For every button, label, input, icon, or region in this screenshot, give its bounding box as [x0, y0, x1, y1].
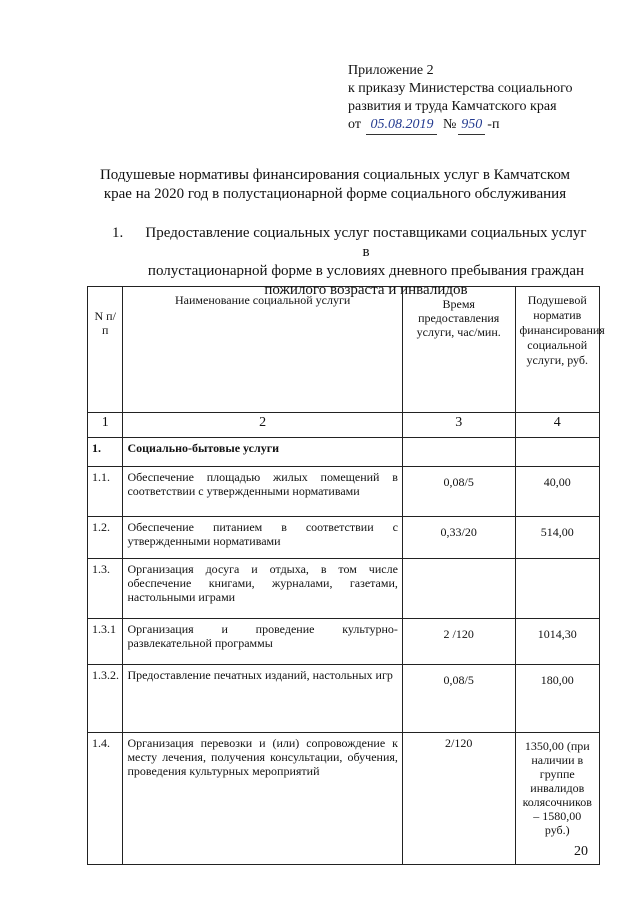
table-row	[88, 517, 600, 559]
section-number: 1.	[112, 225, 124, 241]
row-cost: 180,00	[515, 665, 599, 733]
row-num: 1.2.	[88, 517, 123, 559]
row-cost	[515, 559, 599, 619]
row-time: 2/120	[402, 733, 515, 865]
table-section-row	[88, 438, 600, 467]
from-label: от	[348, 117, 361, 132]
header-service-name: Наименование социальной услуги	[123, 287, 402, 413]
row-num: 1.1.	[88, 467, 123, 517]
row-name: Социально-бытовые услуги	[123, 438, 402, 467]
table-row	[88, 467, 600, 517]
row-num: 1.	[88, 438, 123, 467]
table-row	[88, 559, 600, 619]
page-number: 20	[574, 844, 588, 859]
title-line-1: Подушевые нормативы финансирования социальных услуг в Камчатском	[99, 167, 571, 183]
appendix-line-2: к приказу Министерства социального	[348, 81, 573, 96]
column-number: 1	[88, 413, 123, 438]
row-time: 0,08/5	[402, 467, 515, 517]
header-num: N п/п	[88, 287, 123, 413]
table-row	[88, 619, 600, 665]
title-line-2: крае на 2020 год в полустационарной форме социального обслуживания	[103, 186, 567, 202]
row-time: 0,08/5	[402, 665, 515, 733]
table-header-row	[88, 287, 600, 413]
row-cost: 1350,00 (при наличии в группе инвалидов колясочников – 1580,00 руб.)	[515, 733, 599, 865]
row-name: Обеспечение питанием в соответствии с утвержденными нормативами	[123, 517, 402, 559]
column-numbers-row	[88, 413, 600, 438]
section-line-1: Предоставление социальных услуг поставщиками социальных услуг в	[145, 225, 587, 260]
row-time: 0,33/20	[402, 517, 515, 559]
header-cost: Подушевой норматив финансирования социальной услуги, руб.	[515, 287, 599, 413]
appendix-header	[348, 62, 618, 135]
row-time	[402, 559, 515, 619]
number-suffix: -п	[487, 117, 500, 132]
section-line-2: полустационарной форме в условиях дневного пребывания граждан	[147, 263, 585, 279]
section-line-3: пожилого возраста и инвалидов	[264, 282, 468, 298]
row-cost: 40,00	[515, 467, 599, 517]
handwritten-date: 05.08.2019	[366, 116, 437, 135]
row-time	[402, 438, 515, 467]
row-num: 1.3.	[88, 559, 123, 619]
row-name: Организация перевозки и (или) сопровождение к месту лечения, получения консультации, обучения, проведения культурных мероприятий	[123, 733, 402, 865]
column-number: 3	[402, 413, 515, 438]
row-cost	[515, 438, 599, 467]
number-label: №	[442, 117, 457, 132]
table-row	[88, 733, 600, 865]
handwritten-number: 950	[458, 116, 485, 135]
row-name: Организация и проведение культурно-развлекательной программы	[123, 619, 402, 665]
row-num: 1.3.2.	[88, 665, 123, 733]
row-name: Организация досуга и отдыха, в том числе обеспечение книгами, журналами, газетами, настольными играми	[123, 559, 402, 619]
row-name: Обеспечение площадью жилых помещений в соответствии с утвержденными нормативами	[123, 467, 402, 517]
row-num: 1.4.	[88, 733, 123, 865]
row-name: Предоставление печатных изданий, настольных игр	[123, 665, 402, 733]
row-cost: 514,00	[515, 517, 599, 559]
row-num: 1.3.1	[88, 619, 123, 665]
row-cost: 1014,30	[515, 619, 599, 665]
services-table	[87, 286, 605, 865]
column-number: 2	[123, 413, 402, 438]
appendix-line-3: развития и труда Камчатского края	[348, 99, 557, 114]
appendix-line-1: Приложение 2	[348, 63, 434, 78]
document-title	[92, 166, 578, 204]
row-time: 2 /120	[402, 619, 515, 665]
header-time: Время предоставления услуги, час/мин.	[402, 287, 515, 413]
table-row	[88, 665, 600, 733]
appendix-line-4	[348, 116, 618, 135]
column-number: 4	[515, 413, 599, 438]
